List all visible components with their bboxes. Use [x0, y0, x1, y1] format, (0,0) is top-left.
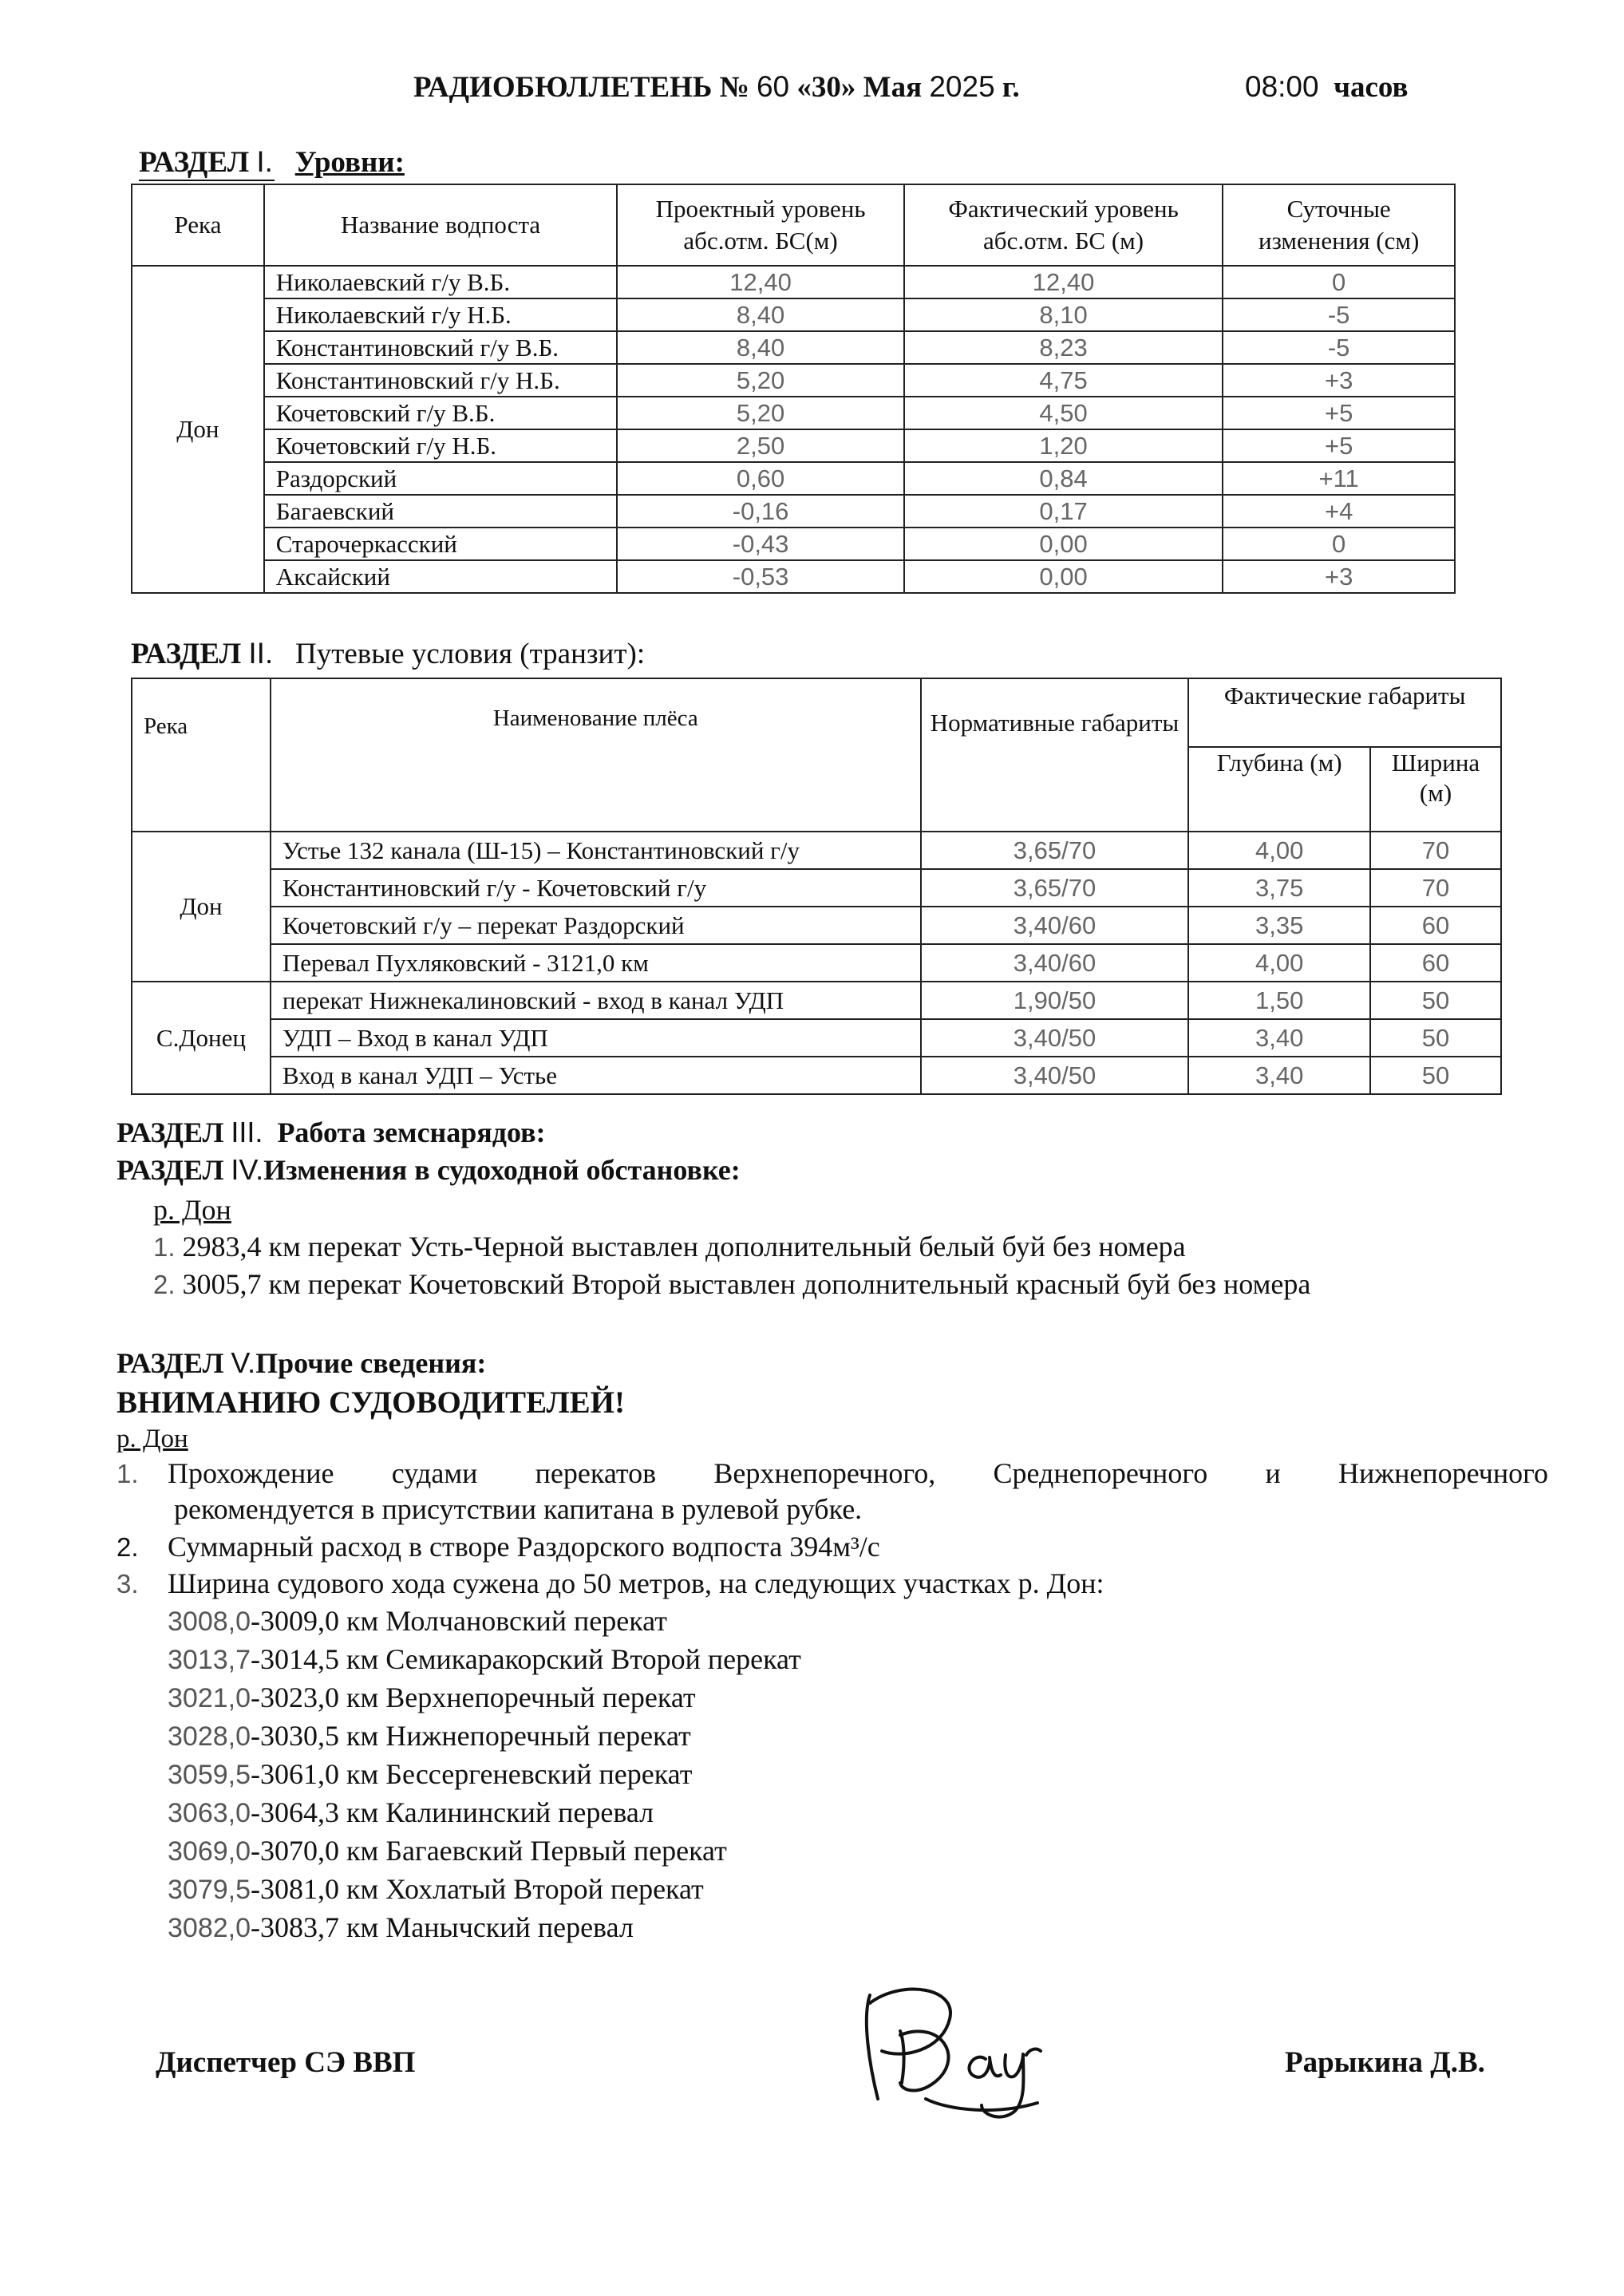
- route-river-cell: Дон: [132, 832, 271, 982]
- route-header-row-1: [132, 678, 1501, 747]
- route-river-cell: С.Донец: [132, 982, 271, 1094]
- bulletin-year: 2025: [929, 70, 995, 103]
- daily-change: -5: [1223, 298, 1455, 331]
- route-col-depth: Глубина (м): [1188, 747, 1370, 832]
- narrowing-item: 3008,0-3009,0 км Молчановский перекат: [168, 1605, 667, 1637]
- km-from: 3008,0: [168, 1606, 251, 1637]
- section4-title: Изменения в судоходной обстановке:: [263, 1154, 741, 1186]
- normative-dims: 1,90/50: [921, 982, 1189, 1019]
- location-name: км Верхнепоречный перекат: [346, 1681, 696, 1713]
- handwritten-signature: [846, 1971, 1093, 2123]
- location-name: км Калининский перевал: [346, 1796, 654, 1828]
- daily-change: +11: [1223, 462, 1455, 495]
- list-item: [117, 1456, 1549, 1490]
- list-item: [117, 1567, 1104, 1600]
- levels-header-row: [132, 184, 1455, 266]
- section1-heading: [139, 145, 405, 180]
- km-from: 3063,0: [168, 1798, 251, 1828]
- location-name: км Хохлатый Второй перекат: [346, 1873, 704, 1905]
- actual-level: 0,17: [904, 495, 1223, 528]
- attention-heading: ВНИМАНИЮ СУДОВОДИТЕЛЕЙ!: [117, 1385, 625, 1420]
- table-row: [132, 495, 1455, 528]
- section5-title: Прочие сведения:: [255, 1347, 487, 1379]
- normative-dims: 3,65/70: [921, 869, 1189, 907]
- narrowing-item: 3028,0-3030,5 км Нижнепоречный перекат: [168, 1720, 691, 1752]
- list-item: [153, 1230, 1186, 1263]
- actual-level: 0,00: [904, 528, 1223, 560]
- km-to: 3081,0: [260, 1873, 339, 1905]
- daily-change: +5: [1223, 397, 1455, 429]
- post-name: Раздорский: [264, 462, 618, 495]
- section4-heading: [117, 1153, 741, 1187]
- km-from: 3082,0: [168, 1913, 251, 1943]
- table-row: [132, 907, 1501, 944]
- post-name: Кочетовский г/у Н.Б.: [264, 429, 618, 462]
- reach-name: Вход в канал УДП – Устье: [271, 1057, 921, 1094]
- actual-level: 0,84: [904, 462, 1223, 495]
- bulletin-title: [413, 70, 1020, 105]
- project-level: 0,60: [617, 462, 904, 495]
- route-conditions-table: [131, 678, 1502, 1095]
- section2-numeral: II.: [248, 637, 274, 670]
- km-to: 3083,7: [260, 1911, 339, 1943]
- bulletin-year-suffix: г.: [1002, 71, 1020, 104]
- actual-width: 70: [1370, 869, 1501, 907]
- section2-heading: [131, 637, 645, 671]
- bulletin-day: «30»: [796, 71, 856, 104]
- bulletin-month: Мая: [863, 71, 923, 104]
- km-from: 3021,0: [168, 1683, 251, 1713]
- project-level: 12,40: [617, 266, 904, 298]
- item-number: 1.: [153, 1232, 176, 1262]
- daily-change: +3: [1223, 364, 1455, 397]
- table-row: [132, 832, 1501, 869]
- dispatcher-name: Рарыкина Д.В.: [1285, 2046, 1485, 2079]
- project-level: -0,16: [617, 495, 904, 528]
- reach-name: Константиновский г/у - Кочетовский г/у: [271, 869, 921, 907]
- km-from: 3069,0: [168, 1836, 251, 1867]
- section4-label: РАЗДЕЛ: [117, 1154, 224, 1186]
- route-col-normative: Нормативные габариты: [921, 678, 1189, 832]
- table-row: [132, 560, 1455, 593]
- daily-change: +4: [1223, 495, 1455, 528]
- actual-level: 12,40: [904, 266, 1223, 298]
- km-to: 3014,5: [260, 1643, 339, 1675]
- km-to: 3030,5: [260, 1720, 339, 1752]
- project-level: 5,20: [617, 364, 904, 397]
- table-row: [132, 364, 1455, 397]
- actual-level: 8,10: [904, 298, 1223, 331]
- table-row: [132, 982, 1501, 1019]
- item-text: Суммарный расход в створе Раздорского водпоста 394м³/с: [168, 1531, 880, 1563]
- post-name: Старочеркасский: [264, 528, 618, 560]
- levels-col-project: Проектный уровень абс.отм. БС(м): [617, 184, 904, 266]
- table-row: [132, 331, 1455, 364]
- actual-width: 60: [1370, 944, 1501, 982]
- actual-depth: 3,75: [1188, 869, 1370, 907]
- narrowing-item: 3021,0-3023,0 км Верхнепоречный перекат: [168, 1681, 696, 1713]
- section2-title: Путевые условия (транзит):: [295, 638, 646, 670]
- section3-label: РАЗДЕЛ: [117, 1116, 224, 1148]
- item-text: Прохождение судами перекатов Верхнепоречного, Среднепоречного и Нижнепоречного: [168, 1457, 1548, 1489]
- list-item: [117, 1530, 880, 1563]
- title-prefix: РАДИОБЮЛЛЕТЕНЬ №: [413, 71, 749, 104]
- section3-heading: [117, 1116, 546, 1149]
- actual-depth: 4,00: [1188, 944, 1370, 982]
- actual-depth: 4,00: [1188, 832, 1370, 869]
- route-col-actual-group: Фактические габариты: [1188, 678, 1501, 747]
- km-to: 3064,3: [260, 1796, 339, 1828]
- km-to: 3070,0: [260, 1835, 339, 1867]
- location-name: км Семикаракорский Второй перекат: [346, 1643, 801, 1675]
- list-item-continuation: рекомендуется в присутствии капитана в рулевой рубке.: [174, 1493, 863, 1525]
- route-col-reach: Наименование плёса: [271, 678, 921, 832]
- reach-name: Кочетовский г/у – перекат Раздорский: [271, 907, 921, 944]
- actual-width: 60: [1370, 907, 1501, 944]
- normative-dims: 3,40/60: [921, 944, 1189, 982]
- actual-depth: 3,35: [1188, 907, 1370, 944]
- table-row: [132, 1057, 1501, 1094]
- location-name: км Нижнепоречный перекат: [346, 1720, 691, 1752]
- post-name: Николаевский г/у В.Б.: [264, 266, 618, 298]
- narrowing-item: 3013,7-3014,5 км Семикаракорский Второй перекат: [168, 1643, 801, 1675]
- section3-title: Работа земснарядов:: [277, 1116, 546, 1148]
- project-level: 8,40: [617, 331, 904, 364]
- normative-dims: 3,40/50: [921, 1019, 1189, 1057]
- actual-level: 1,20: [904, 429, 1223, 462]
- actual-level: 0,00: [904, 560, 1223, 593]
- actual-depth: 3,40: [1188, 1057, 1370, 1094]
- item-number: 3.: [117, 1569, 139, 1599]
- table-row: [132, 397, 1455, 429]
- reach-name: УДП – Вход в канал УДП: [271, 1019, 921, 1057]
- section1-title: Уровни:: [294, 146, 405, 179]
- actual-level: 4,75: [904, 364, 1223, 397]
- km-to: 3023,0: [260, 1681, 339, 1713]
- section2-label: РАЗДЕЛ: [131, 638, 242, 670]
- location-name: км Манычский перевал: [346, 1911, 634, 1943]
- section3-numeral: III.: [231, 1116, 263, 1148]
- time-value: 08:00: [1245, 70, 1319, 103]
- section4-numeral: IV.: [231, 1153, 264, 1186]
- item-text: Ширина судового хода сужена до 50 метров, на следующих участках р. Дон:: [168, 1567, 1104, 1599]
- normative-dims: 3,40/50: [921, 1057, 1189, 1094]
- section5-heading: [117, 1346, 486, 1380]
- post-name: Кочетовский г/у В.Б.: [264, 397, 618, 429]
- route-col-width: Ширина (м): [1370, 747, 1501, 832]
- list-item: [153, 1267, 1310, 1301]
- km-from: 3028,0: [168, 1721, 251, 1752]
- item-text: 2983,4 км перекат Усть-Черной выставлен дополнительный белый буй без номера: [182, 1231, 1186, 1263]
- location-name: км Молчановский перекат: [346, 1605, 667, 1637]
- project-level: 5,20: [617, 397, 904, 429]
- project-level: -0,43: [617, 528, 904, 560]
- narrowing-item: 3079,5-3081,0 км Хохлатый Второй перекат: [168, 1873, 704, 1905]
- bulletin-time: [1245, 70, 1408, 105]
- levels-col-post: Название водпоста: [264, 184, 618, 266]
- table-row: [132, 298, 1455, 331]
- reach-name: перекат Нижнекалиновский - вход в канал УДП: [271, 982, 921, 1019]
- project-level: 2,50: [617, 429, 904, 462]
- post-name: Багаевский: [264, 495, 618, 528]
- narrowing-item: 3082,0-3083,7 км Манычский перевал: [168, 1911, 634, 1943]
- location-name: км Бессергеневский перекат: [346, 1758, 693, 1790]
- km-to: 3061,0: [260, 1758, 339, 1790]
- reach-name: Устье 132 канала (Ш-15) – Константиновский г/у: [271, 832, 921, 869]
- daily-change: +3: [1223, 560, 1455, 593]
- post-name: Константиновский г/у Н.Б.: [264, 364, 618, 397]
- km-from: 3013,7: [168, 1645, 251, 1675]
- actual-width: 70: [1370, 832, 1501, 869]
- post-name: Константиновский г/у В.Б.: [264, 331, 618, 364]
- section5-river: р. Дон: [117, 1425, 188, 1453]
- narrowing-item: 3063,0-3064,3 км Калининский перевал: [168, 1796, 654, 1828]
- section1-numeral: I.: [256, 145, 273, 178]
- post-name: Николаевский г/у Н.Б.: [264, 298, 618, 331]
- table-row: [132, 266, 1455, 298]
- normative-dims: 3,40/60: [921, 907, 1189, 944]
- actual-width: 50: [1370, 1057, 1501, 1094]
- route-col-river: Река: [132, 678, 271, 832]
- bulletin-number: 60: [756, 70, 790, 103]
- table-row: [132, 944, 1501, 982]
- project-level: 8,40: [617, 298, 904, 331]
- actual-width: 50: [1370, 982, 1501, 1019]
- table-row: [132, 869, 1501, 907]
- narrowing-item: 3069,0-3070,0 км Багаевский Первый перекат: [168, 1835, 727, 1867]
- item-number: 1.: [117, 1459, 139, 1488]
- location-name: км Багаевский Первый перекат: [346, 1835, 727, 1867]
- time-suffix: часов: [1334, 71, 1409, 104]
- project-level: -0,53: [617, 560, 904, 593]
- section5-numeral: V.: [231, 1346, 256, 1379]
- dispatcher-position: Диспетчер СЭ ВВП: [156, 2046, 416, 2079]
- reach-name: Перевал Пухляковский - 3121,0 км: [271, 944, 921, 982]
- actual-depth: 3,40: [1188, 1019, 1370, 1057]
- narrowing-item: 3059,5-3061,0 км Бессергеневский перекат: [168, 1758, 693, 1790]
- km-from: 3079,5: [168, 1875, 251, 1905]
- levels-river-cell: Дон: [132, 266, 264, 593]
- item-number: 2.: [117, 1532, 139, 1562]
- actual-depth: 1,50: [1188, 982, 1370, 1019]
- daily-change: +5: [1223, 429, 1455, 462]
- section5-label: РАЗДЕЛ: [117, 1347, 224, 1379]
- actual-width: 50: [1370, 1019, 1501, 1057]
- km-to: 3009,0: [260, 1605, 339, 1637]
- daily-change: 0: [1223, 266, 1455, 298]
- actual-level: 8,23: [904, 331, 1223, 364]
- levels-col-change: Суточные изменения (см): [1223, 184, 1455, 266]
- table-row: [132, 429, 1455, 462]
- levels-col-actual: Фактический уровень абс.отм. БС (м): [904, 184, 1223, 266]
- item-text: 3005,7 км перекат Кочетовский Второй выставлен дополнительный красный буй без номера: [182, 1268, 1311, 1300]
- table-row: [132, 1019, 1501, 1057]
- section1-heading-underline: [139, 180, 275, 181]
- daily-change: -5: [1223, 331, 1455, 364]
- table-row: [132, 462, 1455, 495]
- km-from: 3059,5: [168, 1760, 251, 1790]
- table-row: [132, 528, 1455, 560]
- section1-label: РАЗДЕЛ: [139, 146, 250, 179]
- item-number: 2.: [153, 1270, 176, 1299]
- normative-dims: 3,65/70: [921, 832, 1189, 869]
- section4-river: р. Дон: [153, 1194, 231, 1226]
- daily-change: 0: [1223, 528, 1455, 560]
- actual-level: 4,50: [904, 397, 1223, 429]
- levels-table: [131, 184, 1456, 594]
- levels-col-river: Река: [132, 184, 264, 266]
- post-name: Аксайский: [264, 560, 618, 593]
